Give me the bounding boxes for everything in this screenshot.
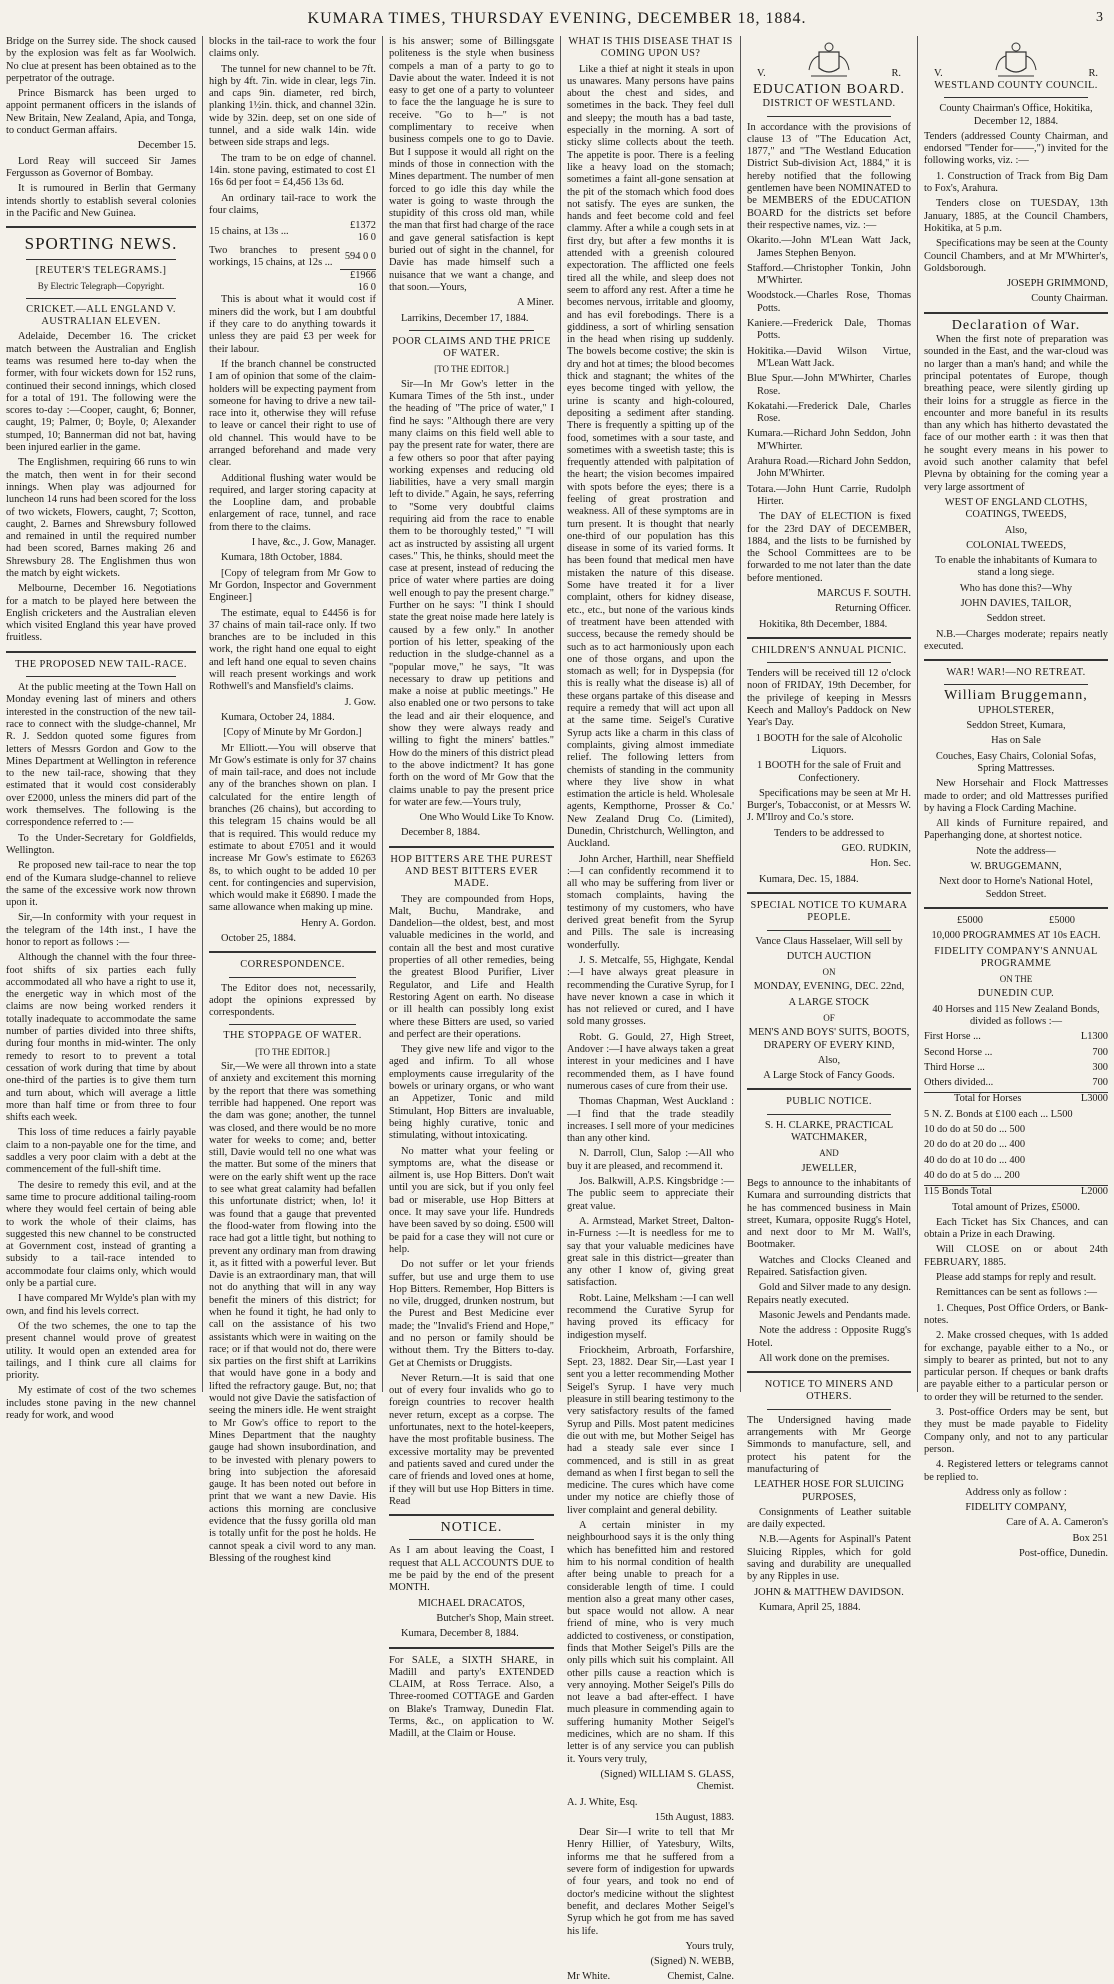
article-paragraph: This is about what it would cost if miners did the work, but I am doubtful if they care to do anything towards it unless they are paid £3 per week for their labour.: [209, 294, 376, 355]
article-heading: POOR CLAIMS AND THE PRICE OF WATER.: [392, 335, 551, 360]
section-divider: [924, 659, 1108, 661]
advert-paragraph: Remittances can be sent as follows :—: [936, 1287, 1098, 1299]
nomination-item: Kaniere.—Frederick Dale, Thomas Potts.: [747, 318, 911, 342]
nomination-item: Okarito.—John M'Lean Watt Jack, James Stephen Benyon.: [747, 235, 911, 259]
prize-label: Third Horse ...: [924, 1061, 985, 1073]
advert-heading: FIDELITY COMPANY'S ANNUAL PROGRAMME: [934, 945, 1098, 969]
advert-heading: DUNEDIN CUP.: [977, 988, 1055, 1000]
notice-paragraph: In accordance with the provisions of clause 13 of "The Education Act, 1877," and "The Westland Education District Sub-division Act, 1884," it is hereby notified that the following gentlemen have been NOMINATED to be MEMBERS of the EDUCATION BOARD for the districts set before their respective names, viz. :—: [747, 121, 911, 231]
signature: Henry A. Gordon.: [300, 917, 376, 929]
notice-connector: OF: [823, 1013, 835, 1023]
notice-item: 1 BOOTH for the sale of Fruit and Confectionery.: [757, 760, 901, 784]
signature: A Miner.: [517, 297, 554, 309]
dateline: Kumara, October 24, 1884.: [221, 711, 335, 723]
business-address: Next door to Horne's National Hotel, Seddon Street.: [939, 876, 1093, 900]
article-heading: WHAT IS THIS DISEASE THAT IS COMING UPON US?: [568, 36, 733, 60]
signature: (Signed) N. WEBB,: [650, 1956, 734, 1968]
testimonial: Dear Sir—I write to tell that Mr Henry Hillier, of Yatesbury, Wilts, informs me that he suffered from a severe form of indigestion for upwards of four years, and took no end of doctor's medicine without the slightest benefit, and declares Mother Seigel's Syrup which he got from me has saved his life.: [567, 1827, 734, 1937]
divider: [229, 1024, 356, 1025]
cost-total: £1966 16 0: [340, 269, 376, 294]
article-paragraph: Additional flushing water would be required, and larger storing capacity at the Loopline dam, and probable enlargement of race, tunnel, and race from there to the claims.: [209, 472, 376, 533]
addressee: Mr White.: [567, 1971, 611, 1983]
testimonial: J. S. Metcalfe, 55, Highgate, Kendal :—I have always great pleasure in recommending the Curative Syrup, for I have never known a case in which it has not relieved or cured, and I have sold many grosses.: [567, 954, 734, 1028]
notice-heading: WESTLAND COUNTY COUNCIL.: [934, 80, 1098, 91]
article-heading: THE STOPPAGE OF WATER.: [223, 1030, 362, 1042]
nomination-item: Hokitika.—David Wilson Virtue, M'Lean Watt Jack.: [747, 345, 911, 369]
article-paragraph: is his answer; some of Billingsgate politeness is the style when business compels a man of a party to go to Davie about the water. Indeed it is not easy to get one of a party to volunteer to face the the language he is sure to receive. "Go to h—" is not complimentary to receive when business compels one to go to Davie. But I suppose it would all right on the minds of those in connection with the Mines department. The number of men forced to go idle this day while the water is going to waste through the stupidity of this cross old man, while the man that first had charge of the race and gave general satisfaction is kept buried out of sight in the channel, for Davie has made himself such a nuisance that we want a change, and that soon.—Yours,: [389, 36, 554, 293]
business-name: JOHN DAVIES, TAILOR,: [960, 597, 1072, 609]
bond-total: L2000: [1080, 1186, 1108, 1198]
crest-letter-v: V.: [757, 67, 766, 79]
notice-paragraph: Gold and Silver made to any design. Repairs neatly executed.: [747, 1282, 911, 1306]
advert-paragraph: To enable the inhabitants of Kumara to stand a long siege.: [934, 555, 1097, 579]
signature-title: Chemist, Calne.: [667, 1971, 734, 1983]
notice-paragraph: Tenders will be received till 12 o'clock noon of FRIDAY, 19th December, for the privilege of keeping in Messrs Keech and Malloy's Paddock on New Year's Day.: [747, 668, 911, 729]
notice-heading: NOTICE TO MINERS AND OTHERS.: [764, 1379, 894, 1403]
advert-paragraph: New Horsehair and Flock Mattresses made to order; and old Mattresses purified by having a Flock Carding Machine.: [924, 778, 1108, 814]
section-divider: [924, 907, 1108, 909]
article-paragraph: Like a thief at night it steals in upon us unawares. Many persons have pains about the chest and sides, and sometimes in the back. They feel dull and sleepy; the mouth has a bad taste, especially in the morning. A sort of sticky slime collects about the teeth. The appetite is poor. There is a feeling like a heavy load on the stomach; sometimes a faint all-gone sensation at the pit of the stomach which food does not satisfy. The eyes are sunken, the hands and feet become cold and feel clammy. After a while a cough sets in at first dry, but after a few months it is attended with a greenish coloured expectoration. The afflicted one feels tired all the while, and sleep does not seem to afford any rest. After a time he becomes nervous, irritable and gloomy, and has evil forebodings. There is a giddiness, a sort of whirling sensation in the head when rising up suddenly. The bowels become costive; the skin is dry and hot at times; the blood becomes thick and stagnant; the whites of the eyes become tinged with yellow, the urine is scanty and high-coloured, depositing a sediment after standing. There is frequently a spitting up of the food, sometimes with a sour taste, and sometimes with a sweetish taste; this is frequently attended with palpitation of the heart; the vision becomes impaired with spots before the eyes; there is a feeling of great prostration and weakness. All of these symptoms are in turn present. It is thought that nearly one-third of our population has this disease in some of its varied forms. It has been found that medical men have mistaken the nature of this disease. Some have treated it for a liver complaint, others for kidney disease, etc., etc., but none of the various kinds of treatment have been attended with success, because the remedy should be such as to act harmoniously upon each one of those organs, and upon the stomach as well; for in Dyspepsia (for this is really what the disease is) all of these organs partake of this disease and require a remedy that will act upon all at the same time. Seigel's Curative Syrup acts like a charm in this class of complaints, giving almost immediate relief. The following letters from chemists of standing in the community where they live show in what estimation the article is held. Wholesale agents, Kempthorne, Prosser & Co.' New Zealand Drug Co. (Limited), Dunedin, Christchurch, Wellington, and Auckland.: [567, 63, 734, 850]
section-divider: [389, 1514, 554, 1516]
signature: MICHAEL DRACATOS,: [418, 1597, 525, 1609]
advert-connector: ON THE: [999, 974, 1033, 985]
divider: [944, 684, 1088, 685]
notice-heading: EDUCATION BOARD.: [752, 82, 906, 97]
divider: [767, 930, 891, 931]
article-paragraph: Adelaide, December 16. The cricket match between the Australian and English teams was resumed here to-day when the former, with four wickets down for 152 runs, continued their second innings, which closed for a total of 191. The following were the scores to-day :—Cooper, caught, 6; Bonner, caught, 19; Palmer, 0; Boyle, 0; Alexander stumped, 10; Bannerman did not bat, having been injured earlier in the game.: [6, 331, 196, 454]
article-paragraph: Of the two schemes, the one to tap the present channel would prove of greatest utility. It would open an extended area for tailings, and I think cure all claims for priority.: [6, 1320, 196, 1382]
article-heading: CRICKET.—ALL ENGLAND V. AUSTRALIAN ELEVEN.: [26, 303, 176, 328]
notice-connector: ON: [822, 967, 836, 978]
prize-list: [924, 1031, 1108, 1089]
article-paragraph: The tram to be on edge of channel. 14in. stone paving, estimated to cost £1 16s 6d per foot = £4,456 13s 6d.: [209, 152, 376, 189]
advert-paragraph: 2. Make crossed cheques, with 1s added for exchange, payable either to a No., or simply to bearer as printed, but not to any particular person. If cheques or bank drafts are payable either to a particular person or to order they will be returned to the sender.: [924, 1330, 1108, 1403]
section-divider: [924, 312, 1108, 314]
bond-list: [924, 1109, 1108, 1182]
notice-paragraph: As I am about leaving the Coast, I request that ALL ACCOUNTS DUE to me be paid by the end of the present MONTH.: [389, 1545, 554, 1594]
article-paragraph: Prince Bismarck has been urged to appoint permanent officers in the islands of New Britain, New Zealand, Apia, and Tonga, to conduct German affairs.: [6, 88, 196, 137]
fund-banner: [924, 915, 1108, 927]
article-paragraph: The Editor does not, necessarily, adopt the opinions expressed by correspondents.: [209, 982, 376, 1019]
notice-paragraph: Consignments of Leather suitable are daily expected.: [747, 1506, 911, 1531]
notice-subheading: DISTRICT OF WESTLAND.: [762, 98, 896, 110]
article-paragraph: To the Under-Secretary for Goldfields, Wellington.: [6, 832, 196, 856]
advert-paragraph: 1. Cheques, Post Office Orders, or Bank-notes.: [924, 1302, 1108, 1326]
article-paragraph: At the public meeting at the Town Hall on Monday evening last of miners and others interested in the construction of the new tail-race to connect with the sludge-channel, Mr R. J. Seddon quoted some figures from letters of Messrs Gordon and Gow to the Mines Department at Wellington in reference to the new tail-race, showing that they estimated that it would cost considerably over £2000, unless the miners did part of the work themselves. The following is the correspondence referred to :—: [6, 682, 196, 829]
prize-value: 700: [1092, 1046, 1108, 1058]
article-paragraph: Although the channel with the four three-foot shifts of six parties each fully accommodated all who have a right to use it, the energetic way in which most of the claims are now being worked renders it totally inadequate to accommodate the same number of parties divided into three shifts, during four months in mid-winter. The only remedy to resort to to prevent a total cessation of work during that time by about one-third of the parties is to give them turn and turn about, which will average a little more than half time or from three to four shifts each week.: [6, 952, 196, 1124]
dateline: Larrikins, December 17, 1884.: [401, 312, 529, 324]
crest-letter-r: R.: [891, 67, 901, 79]
notice-connector: AND: [819, 1148, 839, 1159]
notice-subline: Butcher's Shop, Main street.: [436, 1612, 554, 1624]
article-paragraph: Do not suffer or let your friends suffer, but use and urge them to use Hop Bitters. Remember, Hop Bitters is no vile, drugged, drunken nostrum, but the Purest and Best Medicine ever made; the "Invalid's Friend and Hope," and no person or family should be without them. Try the Bitters to-day. Get at Chemists or Druggists.: [389, 1259, 554, 1369]
notice-paragraph: N.B.—Agents for Aspinall's Patent Sluicing Ripples, which for gold saving and durability are unequalled by any Ripples in use.: [747, 1534, 911, 1583]
notice-heading: SPECIAL NOTICE TO KUMARA PEOPLE.: [750, 899, 908, 924]
notice-paragraph: The Undersigned having made arrangements with Mr George Simmonds to manufacture, sell, and protect his patent for the manufacturing of: [747, 1414, 911, 1475]
notice-heading: PUBLIC NOTICE.: [786, 1096, 872, 1108]
prize-label: Others divided...: [924, 1077, 994, 1089]
advert-paragraph: 3. Post-office Orders may be sent, but they must be made payable to Fidelity Company only, and not to any particular person.: [924, 1407, 1108, 1455]
business-name: W. BRUGGEMANN,: [970, 861, 1062, 873]
testimonial: Thomas Chapman, West Auckland :—I find that the trade steadily increases. I sell more of your medicines than any other kind.: [567, 1096, 734, 1145]
article-paragraph: Mr Elliott.—You will observe that Mr Gow's estimate is only for 37 chains of main tail-race, and does not include any of the branches shown on plan. I calculated for the entire length of branches (26 chains), but according to this telegram 15 chains would be all that is required. This would reduce my estimate to about £7051 and it would increase Mr Gow's estimate to £6263 8s, to which ought to be added 10 per cent. for contingencies and supervision, which would make it £6890. I made the same allowance when making up mine.: [209, 742, 376, 914]
cost-row: [209, 245, 376, 270]
notice-emphasis: A LARGE STOCK: [788, 996, 870, 1008]
notice-paragraph: Begs to announce to the inhabitants of Kumara and surrounding districts that he has commenced business in Main street, Kumara, opposite Rugg's Hotel, and next door to Mr M. Wall's, Bootmaker.: [747, 1177, 911, 1251]
prize-value: L1300: [1080, 1031, 1108, 1043]
divider: [26, 298, 176, 299]
dateline: County Chairman's Office, Hokitika, December 12, 1884.: [939, 103, 1093, 127]
business-trade: JEWELLER,: [801, 1162, 857, 1174]
signature: JOSEPH GRIMMOND,: [1006, 278, 1108, 290]
coat-of-arms-icon: [988, 40, 1044, 80]
nomination-item: Stafford.—Christopher Tonkin, John M'Whirter.: [747, 262, 911, 287]
testimonial: Friockheim, Arbroath, Forfarshire, Sept. 23, 1882. Dear Sir,—Last year I sent you a letter recommending Mother Seigel's Syrup. I have very much pleasure in still bearing testimony to the very satisfactory results of the famed Syrup and Pills. Most patent medicines die out with me, but Mother Seigel has had a steady sale ever since I commenced, and is still in as great demand as when I first began to sell the medicine. The cures which have come under my notice are chiefly those of liver complaint and general debility.: [567, 1344, 734, 1516]
divider: [767, 1114, 891, 1115]
notice-paragraph: All work done on the premises.: [759, 1352, 890, 1364]
bond-row: 20 do do at 20 do ... 400: [924, 1139, 1026, 1151]
business-address: Care of A. A. Cameron's: [1006, 1517, 1108, 1529]
advert-heading: WAR! WAR!—NO RETREAT.: [946, 667, 1086, 679]
bond-total-label: 115 Bonds Total: [924, 1186, 992, 1198]
prize-total-label: Total for Horses: [954, 1093, 1022, 1105]
article-paragraph: If the branch channel be constructed I am of opinion that some of the claim-holders will be expecting payment from someone for having to drive a new tail-race into it, otherwise they will refuse to leave or cancel their right to use of old channel. This would have to be arranged beforehand and made very clear.: [209, 358, 376, 469]
prize-row: [924, 1077, 1108, 1089]
advert-paragraph: 4. Registered letters or telegrams cannot be replied to.: [924, 1459, 1108, 1483]
dateline: December 15.: [137, 140, 196, 152]
notice-paragraph: Note the address : Opposite Rugg's Hotel.: [747, 1325, 911, 1349]
advert-paragraph: All kinds of Furniture repaired, and Paperhanging done, at shortest notice.: [924, 818, 1108, 842]
prize-value: 300: [1092, 1061, 1108, 1073]
article-paragraph: [Copy of telegram from Mr Gow to Mr Gordon, Inspector and Government Engineer.]: [209, 567, 376, 604]
advert-paragraph: Please add stamps for reply and result.: [936, 1272, 1097, 1284]
dateline: Kumara, December 8, 1884.: [401, 1628, 519, 1640]
fund-amount: £5000: [957, 914, 983, 926]
article-paragraph: The estimate, equal to £4456 is for 37 chains of main tail-race only. If two branches are to be included in this work, the right hand one equal to eight and left hand one equal to seven chains will reach present workings and work Rothwell's and Mansfield's claims.: [209, 607, 376, 693]
signature: GEO. RUDKIN,: [841, 843, 911, 855]
testimonial: N. Darroll, Clun, Salop :—All who buy it are pleased, and recommend it.: [567, 1148, 734, 1172]
notice-emphasis: A Large Stock of Fancy Goods.: [763, 1070, 895, 1082]
testimonial: Robt. Laine, Melksham :—I can well recommend the Curative Syrup for having proved its efficacy for indigestion myself.: [567, 1292, 734, 1341]
article-paragraph: The tunnel for new channel to be 7ft. high by 4ft. 7in. wide in clear, legs 7in. and caps 9in. diameter, red birch, planking 1½in. thick, and channel 32in. wide by 32in. deep, set on one side of tunnel, and a side walk 14in. wide between side straps and legs.: [209, 63, 376, 149]
coat-of-arms-icon: [801, 40, 857, 80]
section-divider: [209, 951, 376, 953]
testimonial: John Archer, Harthill, near Sheffield :—I can confidently recommend it to all who may be suffering from liver or stomach complaints, having the testimony of my customers, who have derived great benefit from the Syrup and Pills. The sale is increasing wonderfully.: [567, 853, 734, 951]
advert-paragraph: Couches, Easy Chairs, Colonial Sofas, Spring Mattresses.: [935, 750, 1097, 774]
article-heading: THE PROPOSED NEW TAIL-RACE.: [15, 658, 187, 670]
divider: [767, 116, 891, 117]
advert-paragraph: When the first note of preparation was sounded in the East, and the war-cloud was no larger than a man's hand; and while the principal potentates of Europe, though breathing peace, were silently girding up their loins for a struggle as fierce in the encounter and more baneful in its results than any which has hitherto devastated the face of our mother earth : it was then that he sought every means in his power to avoid such another calamity that befel Plevna by obtaining for the coming year a very large assortment of: [924, 334, 1108, 493]
notice-emphasis: DUTCH AUCTION: [786, 950, 872, 962]
notice-paragraph: Specifications may be seen at Mr H. Burger's, Tobacconist, or at Messrs W. J. M'Ilroy and Co.'s store.: [747, 787, 911, 824]
royal-crest: [757, 40, 901, 80]
business-address: Box 251: [1072, 1532, 1108, 1544]
crest-letter-r: R.: [1088, 67, 1098, 79]
article-paragraph: They are compounded from Hops, Malt, Buchu, Mandrake, and Dandelion—the oldest, best, and most valuable medicines in the world, and contain all the best and most curative properties of all other remedies, being the greatest Blood Purifier, Liver Regulator, and Life and Health Restoring Agent on earth. No disease or ill health can possibly long exist where these Bitters are used, so varied and perfect are their operations.: [389, 893, 554, 1040]
notice-connector: Also,: [817, 1054, 841, 1066]
business-name: S. H. CLARKE, PRACTICAL WATCHMAKER,: [764, 1119, 894, 1144]
nomination-list: [747, 235, 911, 508]
signature-title: Hon. Sec.: [870, 858, 911, 870]
column-3: [383, 36, 560, 1740]
signature-title: Returning Officer.: [835, 603, 911, 615]
advert-connector: Has on Sale: [991, 735, 1041, 747]
section-divider: [6, 651, 196, 653]
column-6: [918, 36, 1114, 1559]
bond-row: 10 do do at 50 do ... 500: [924, 1124, 1026, 1136]
nomination-item: Kumara.—Richard John Seddon, John M'Whirter.: [747, 428, 911, 452]
signature-title: County Chairman.: [1031, 293, 1108, 305]
advert-emphasis: COLONIAL TWEEDS,: [966, 539, 1066, 551]
divider: [409, 330, 534, 331]
nomination-item: Arahura Road.—Richard John Seddon, John M'Whirter.: [747, 456, 911, 480]
dateline: Hokitika, 8th December, 1884.: [759, 618, 888, 630]
notice-paragraph: For SALE, a SIXTH SHARE, in Madill and party's EXTENDED CLAIM, at Ross Terrace. Also, a Three-roomed COTTAGE and Garden on Blake's Tramway, Dunedin Flat. Terms, &c., on application to W. Madill, at the Claim or House.: [389, 1654, 554, 1740]
notice-paragraph: Vance Claus Hasselaer, Will sell by: [755, 935, 903, 947]
masthead: [0, 0, 1114, 36]
cost-row: [209, 220, 376, 245]
notice-paragraph: Tenders to be addressed to: [773, 827, 885, 839]
nomination-item: Blue Spur.—John M'Whirter, Charles Rose.: [747, 373, 911, 397]
notice-paragraph: Specifications may be seen at the County Council Chambers, and at Mr M'Whirter's, Goldsborough.: [924, 238, 1108, 274]
divider: [229, 977, 356, 978]
closing: Yours truly,: [685, 1940, 734, 1952]
divider: [26, 676, 176, 677]
advert-paragraph: Who has done this?—Why: [959, 582, 1073, 594]
notice-paragraph: Tenders (addressed County Chairman, and endorsed "Tender for——,") invited for the following works, viz. :—: [924, 130, 1108, 167]
advert-paragraph: N.B.—Charges moderate; repairs neatly executed.: [924, 628, 1108, 652]
bond-row: 40 do do at 5 do ... 200: [924, 1169, 1020, 1181]
section-divider: [389, 846, 554, 848]
article-paragraph: This loss of time reduces a fairly payable claim to a non-payable one for the time, and saddles a very poor claim with a debt at the commencement of the full-shift time.: [6, 1127, 196, 1176]
cost-table: [209, 220, 376, 294]
section-heading: CORRESPONDENCE.: [240, 959, 345, 971]
divider: [944, 97, 1088, 98]
dateline: December 8, 1884.: [401, 827, 481, 839]
testimonial: Jos. Balkwill, A.P.S. Kingsbridge :—The public seem to appreciate their great value.: [567, 1176, 734, 1212]
masthead-title: KUMARA TIMES, THURSDAY EVENING, DECEMBER 18, 1884.: [307, 10, 807, 27]
subheading: [REUTER'S TELEGRAMS.]: [35, 265, 167, 277]
section-divider: [747, 892, 911, 894]
divider: [767, 1409, 891, 1410]
cost-total-row: [209, 269, 376, 294]
notice-heading: CHILDREN'S ANNUAL PICNIC.: [751, 644, 907, 656]
divider: [767, 662, 891, 663]
notice-heading: NOTICE.: [440, 1520, 503, 1536]
business-name: FIDELITY COMPANY,: [965, 1502, 1067, 1514]
prize-row: [924, 1047, 1108, 1059]
business-address: Post-office, Dunedin.: [1019, 1547, 1108, 1559]
nomination-item: Kokatahi.—Frederick Dale, Charles Rose.: [747, 400, 911, 425]
royal-crest: [934, 40, 1098, 80]
signature: JOHN & MATTHEW DAVIDSON.: [754, 1586, 904, 1598]
column-1: [0, 36, 202, 1421]
prize-row: [924, 1062, 1108, 1074]
section-divider: [389, 1647, 554, 1649]
cost-desc: Two branches to present workings, 15 chains, at 12s ...: [209, 244, 340, 269]
crest-letter-v: V.: [934, 67, 943, 79]
fund-amount: £5000: [1049, 914, 1075, 926]
article-paragraph: blocks in the tail-race to work the four claims only.: [209, 36, 376, 60]
article-paragraph: The Englishmen, requiring 66 runs to win the match, then went in for their second innings. When play was adjourned for luncheon 14 runs had been scored for the loss of two wickets, Flowers, caught, 7; Scotton, caught, 2. Barnes and Shrewsbury followed and remained in until the required number had been scored, Barnes making 26 and Shrewsbury 28. The Englishmen thus won the match by eight wickets.: [6, 457, 196, 579]
nomination-item: Woodstock.—Charles Rose, Thomas Potts.: [747, 290, 911, 314]
article-paragraph: Sir,—We were all thrown into a state of anxiety and excitement this morning by the report that there was something terrible had happened. One report was the dam was gone; another, the tunnel was closed, and there would be no more water for weeks to come; and, better still, Davie would tell no one what was the matter. But some of the miners that were on the early shift went up the race to see what great calamity had befallen this unfortunate district; when, lo! it was found that a gauge that prevented the flood-water from flowing into the race had got a little tight, but nothing to prevent any ordinary man from drawing it, as it fitted with a powerful lever. But Davie is an extraordinary man, that will not do anything that will in any way benefit the miners of this district; for when he found it tight, he had only to call on the assistance of his two assistants which were in waiting on the race; or if that would not do, there were six parties on the first shift at Larrikins that would have gone in a body and lifted the refractory gauge. But, no; that would not give Davie the satisfaction of seeing the miners idle. He went straight to Mr Gow's office to report to the Mines Department that the naughty gauge had shown insubordination, and to be invested with plenary powers to bring into subjection the aforesaid gauge. It has been noted out before in print that we want a new Davie. His actions this morning are conclusive evidence that the fussy gorilla old man is totally unfit for the post he holds. He cannot speak a civil word to any man. Blessing of the roughest kind: [209, 1061, 376, 1564]
notice-paragraph: Watches and Clocks Cleaned and Repaired. Satisfaction given.: [747, 1254, 911, 1279]
business-address: Seddon street.: [986, 613, 1046, 625]
cost-value: £1372 16 0: [350, 220, 376, 244]
notice-paragraph: Masonic Jewels and Pendants made.: [759, 1309, 911, 1321]
article-paragraph: Lord Reay will succeed Sir James Fergusson as Governor of Bombay.: [6, 155, 196, 179]
article-paragraph: I have compared Mr Wylde's plan with my own, and find his levels correct.: [6, 1293, 196, 1317]
advert-paragraph: Note the address—: [976, 845, 1056, 857]
prize-value: 700: [1092, 1077, 1108, 1089]
notice-emphasis: MEN'S AND BOYS' SUITS, BOOTS, DRAPERY OF EVERY KIND,: [748, 1027, 910, 1051]
notice-paragraph: The DAY of ELECTION is fixed for the 23rd DAY of DECEMBER, 1884, and the lists to be furnished by the School Committees are to be forwarded to me not later than the date before mentioned.: [747, 511, 911, 584]
testimonial: A. Armstead, Market Street, Dalton-in-Furness :—It is needless for me to say that your valuable medicines have great sale in this district—greater than any other I know of, giving great satisfaction.: [567, 1215, 734, 1289]
column-4: [561, 36, 740, 1983]
article-paragraph: An ordinary tail-race to work the four claims,: [209, 192, 376, 216]
cost-value: 594 0 0: [344, 250, 376, 262]
advert-heading: Declaration of War.: [951, 317, 1081, 333]
dateline: Kumara, 18th October, 1884.: [221, 552, 343, 564]
prize-label: First Horse ...: [924, 1031, 981, 1043]
article-paragraph: Melbourne, December 16. Negotiations for a match to be played here between the English cricketers and the Australian eleven which visited England this year have proved fruitless.: [6, 583, 196, 644]
business-address: Seddon Street, Kumara,: [966, 720, 1066, 732]
notice-emphasis: LEATHER HOSE FOR SLUICING PURPOSES,: [754, 1479, 904, 1503]
dateline: 15th August, 1883.: [654, 1811, 734, 1823]
testimonial: Robt. G. Gould, 27, High Street, Andover :—I have always taken a great interest in your medicines and I have recommended them, as I have found numerous cases of cure from their use.: [567, 1031, 734, 1092]
section-divider: [747, 1088, 911, 1090]
nomination-item: Totara.—John Hunt Carrie, Rudolph Hirter.: [747, 483, 911, 507]
article-heading: HOP BITTERS ARE THE PUREST AND BEST BITTERS EVER MADE.: [390, 853, 553, 890]
section-heading: SPORTING NEWS.: [24, 234, 178, 254]
notice-paragraph: Tenders close on TUESDAY, 13th January, 1885, at the Council Chambers, Hokitika, at 5 p.m.: [924, 198, 1108, 234]
advert-paragraph: Address only as follow :: [965, 1486, 1067, 1498]
advert-paragraph: Each Ticket has Six Chances, and can obtain a Prize in each Drawing.: [924, 1216, 1108, 1241]
advert-connector: Also,: [1004, 524, 1028, 536]
bond-row: 40 do do at 10 do ... 400: [924, 1154, 1026, 1166]
signature: (Signed) WILLIAM S. GLASS, Chemist.: [600, 1768, 734, 1793]
article-paragraph: Sir—In Mr Gow's letter in the Kumara Times of the 5th inst., under the heading of "The price of water," I find he says: "Although there are very many claims on this field well able to pay the present rate for water, there are a few others so poor that after paying working expenses and reducing old liabilities, have a very small margin left to divide." Again, he says, referring to "Some very doubtful claims requiring aid from the race to enable them to be thoroughly tested," "I will act as instructed by assisting all urgent cases." This, he thinks, should meet the case at present, instead of reducing the price of water where parties are doing well enough to pay the present charge." Further on he says: "I think I should state the great noise made here lately is caused by a few only." In another portion of his letter, speaking of the reduction in the sludge-channel as a "popular move," he says, "It was necessary to draw up petitions and make a noise at public meetings." He also enabled one or two persons to take the lead and air their eloquence, and show they were always ready and willing to fight the miners' battles." How do the miners of this district plead to the above indictment? It has gone forth on the word of Mr Gow that the claims unable to pay the present price for water are few.—Yours truly,: [389, 378, 554, 808]
prize-row: [924, 1031, 1108, 1043]
article-paragraph: Re proposed new tail-race to near the top end of the Kumara sludge-channel to relieve the same of the excessive work now thrown upon it.: [6, 860, 196, 909]
divider: [26, 259, 176, 260]
column-2: [203, 36, 382, 1564]
testimonial: A certain minister in my neighbourhood says it is the only thing which has benefitted him and restored him to his normal condition of health after being unable to preach for a considerable length of time. I could mention also a great many other cases, but space would not allow. A near friend of mine, who is very much addicted to costiveness, or constipation, finds that Mother Seigel's Pills are the only pills which suit his complaint. All other pills cause a reaction which is very annoying. Mother Seigel's Pills do not leave a bad after-effect. I have much pleasure in commending again to suffering humanity Mother Seigel's medicines, which are no sham. If this letter is of any service you can publish it. Yours very truly,: [567, 1520, 734, 1765]
page-number: 3: [1096, 10, 1104, 25]
bond-row: 5 N. Z. Bonds at £100 each ... L500: [924, 1108, 1073, 1120]
article-paragraph: Bridge on the Surrey side. The shock caused by the explosion was felt as far Woolwich. No clue at present has been obtained as to the perpetrator of the outrage.: [6, 36, 196, 84]
article-paragraph: Sir,—In conformity with your request in the telegram of the 14th inst., I have the honor to report as follows :—: [6, 912, 196, 948]
advert-paragraph: 40 Horses and 115 New Zealand Bonds, divided as follows :—: [932, 1003, 1100, 1027]
article-paragraph: [Copy of Minute by Mr Gordon.]: [223, 727, 362, 739]
article-paragraph: They give new life and vigor to the aged and infirm. To all whose employments cause irregularity of the bowels or urinary organs, or who want an Appetizer, Tonic and mild Stimulant, Hop Bitters are invaluable, being highly curative, tonic and stimulating, without intoxicating.: [389, 1044, 554, 1142]
dateline: Kumara, Dec. 15, 1884.: [759, 873, 859, 885]
advert-emphasis: Total amount of Prizes, £5000.: [952, 1201, 1080, 1213]
signature: One Who Would Like To Know.: [419, 812, 554, 824]
cost-desc: 15 chains, at 13s ...: [209, 226, 289, 238]
addressee: A. J. White, Esq.: [567, 1796, 638, 1808]
prize-total-row: [924, 1092, 1108, 1105]
dateline: October 25, 1884.: [221, 932, 297, 944]
notice-paragraph: 1. Construction of Track from Big Dam to Fox's, Arahura.: [924, 170, 1108, 195]
article-paragraph: Never Return.—It is said that one out of every four invalids who go to foreign countries to recover health never return, except as a corpse. The unfortunates, next to the hotel-keepers, have the most profitable business. The excessive mortality may be prevented and patients saved and cured under the care of friends and loved ones at home, if they will but use Hop Bitters in time. Read: [389, 1372, 554, 1507]
byline: By Electric Telegraph—Copyright.: [37, 281, 165, 292]
article-paragraph: The desire to remedy this evil, and at the same time to procure additional tailing-room where they would feel certain of being able to work the whole of their claims, has suggested this new channel to be constructed at Government cost, instead of granting a subsidy to a tail-race intended to accommodate four claims only, which would only be a partial cure.: [6, 1179, 196, 1290]
business-trade: UPHOLSTERER,: [978, 704, 1054, 716]
divider: [409, 1539, 534, 1540]
fund-line: 10,000 PROGRAMMES AT 10s EACH.: [931, 930, 1101, 942]
dateline: Kumara, April 25, 1884.: [759, 1601, 861, 1613]
prize-total: L3000: [1080, 1093, 1108, 1105]
advert-emphasis: WEST OF ENGLAND CLOTHS, COATINGS, TWEEDS,: [944, 496, 1088, 521]
section-divider: [747, 1371, 911, 1373]
signature: J. Gow.: [344, 696, 376, 708]
subheading: [TO THE EDITOR.]: [255, 1046, 330, 1057]
subheading: [TO THE EDITOR.]: [434, 364, 509, 375]
advert-paragraph: Will CLOSE on or about 24th FEBRUARY, 1885.: [924, 1244, 1108, 1268]
signature: I have, &c., J. Gow, Manager.: [251, 537, 376, 549]
notice-item: 1 BOOTH for the sale of Alcoholic Liquors.: [755, 732, 903, 756]
prize-label: Second Horse ...: [924, 1046, 993, 1058]
article-paragraph: It is rumoured in Berlin that Germany intends shortly to establish several colonies in the Pacific and New Guinea.: [6, 183, 196, 219]
notice-emphasis: MONDAY, EVENING, DEC. 22nd,: [753, 981, 905, 993]
section-divider: [6, 226, 196, 228]
article-paragraph: My estimate of cost of the two schemes includes stone paving in the new channel ready for work, and wood: [6, 1385, 196, 1421]
signature: MARCUS F. SOUTH.: [817, 587, 911, 599]
bond-total-row: [924, 1185, 1108, 1198]
article-paragraph: No matter what your feeling or symptoms are, what the disease or ailment is, use Hop Bitters. Don't wait until you are sick, but if you only feel bad or miserable, use Hop Bitters at once. It may save your life. Hundreds have been saved by so doing. £500 will be paid for a case they will not cure or help.: [389, 1145, 554, 1255]
column-5: [741, 36, 917, 1613]
section-divider: [747, 637, 911, 639]
business-name: William Bruggemann,: [944, 688, 1088, 704]
signature-line: [567, 1971, 734, 1983]
